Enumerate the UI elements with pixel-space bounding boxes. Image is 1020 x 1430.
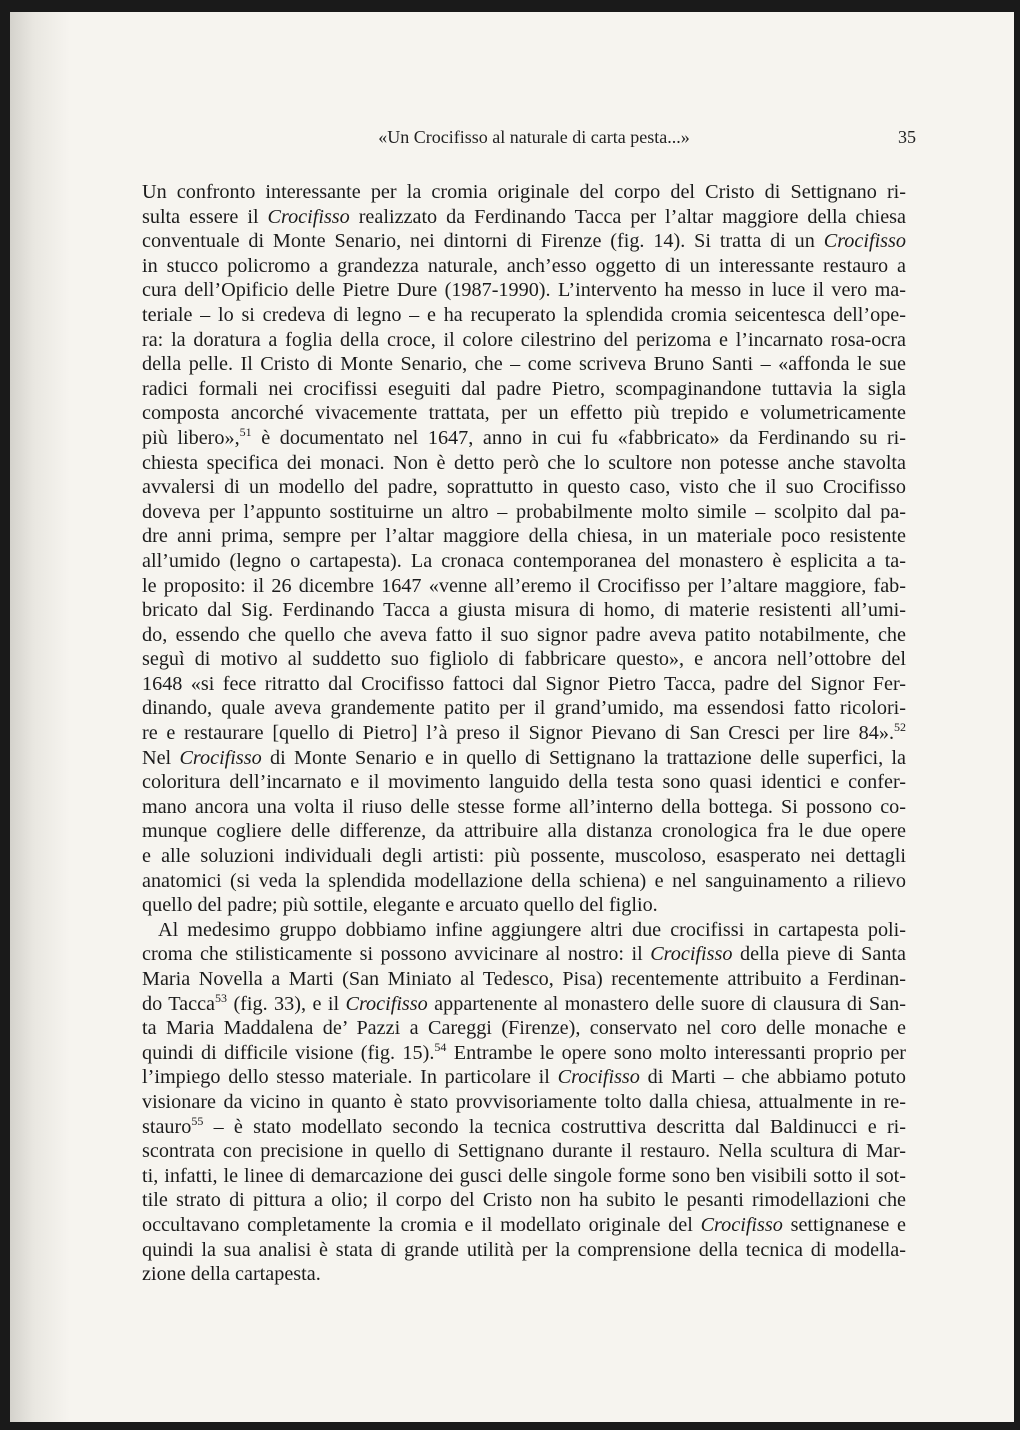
text-line [142, 574, 906, 599]
text-line [142, 1041, 906, 1066]
text-run: ra: la doratura a foglia della croce, il colore cilestrino del perizoma e l’incarnato rosa-ocra [142, 328, 906, 351]
text-line [142, 598, 906, 623]
text-line [142, 303, 906, 328]
text-run: Maria Novella a Marti (San Miniato al Tedesco, Pisa) recentemente attribuito a Ferdinan- [142, 968, 906, 990]
text-line [142, 893, 906, 918]
text-run: della pelle. Il Cristo di Monte Senario, che – come scriveva Bruno Santi – «affonda le sue [142, 353, 906, 376]
text-line [142, 696, 906, 721]
body-text [142, 180, 906, 1287]
text-line [142, 401, 906, 426]
text-line [142, 229, 906, 254]
text-line [142, 1164, 906, 1189]
text-run: Un confronto interessante per la cromia originale del corpo del Cristo di Settignano ri- [142, 181, 906, 203]
page-gutter-shadow [10, 12, 70, 1422]
text-run: 1648 «si fece ritratto dal Crocifisso fattoci dal Signor Pietro Tacca, padre del Signor Fer- [142, 672, 906, 695]
text-run: do, essendo che quello che aveva fatto il suo signor padre aveva patito notabilmente, che [142, 623, 906, 646]
text-run: (fig. 33), e il [227, 992, 346, 1015]
italic-term: Crocifisso [179, 746, 262, 769]
footnote-ref: 54 [434, 1039, 447, 1054]
text-line [142, 918, 906, 943]
text-run: l’impiego dello stesso materiale. In particolare il [142, 1066, 558, 1089]
text-line [142, 869, 906, 894]
text-line [142, 475, 906, 500]
text-line [142, 500, 906, 525]
text-run: ti, infatti, le linee di demarcazione dei gusci delle singole forme sono ben visibili sotto il sot- [142, 1164, 906, 1187]
text-line [142, 524, 906, 549]
text-run: teriale – lo si credeva di legno – e ha recuperato la splendida cromia seicentesca dell’ope- [142, 303, 906, 326]
book-page [10, 12, 1014, 1422]
text-line [142, 819, 906, 844]
text-line [142, 795, 906, 820]
paragraph [142, 180, 906, 918]
text-line [142, 1238, 906, 1263]
text-line [142, 352, 906, 377]
text-run: le proposito: il 26 dicembre 1647 «venne all’eremo il Crocifisso per l’altare maggiore, fab- [142, 574, 906, 597]
text-line [142, 942, 906, 967]
text-line [142, 1213, 906, 1238]
text-run: seguì di motivo al suddetto suo figliolo di fabbricare questo», e ancora nell’ottobre del [142, 648, 906, 671]
italic-term: Crocifisso [823, 230, 906, 253]
text-run: do Tacca [142, 992, 216, 1015]
text-line [142, 1016, 906, 1041]
text-line [142, 967, 906, 992]
text-line [142, 746, 906, 771]
italic-term: Crocifisso [650, 943, 733, 966]
text-run: ta Maria Maddalena de’ Pazzi a Careggi (Firenze), conservato nel coro delle monache e [142, 1017, 906, 1040]
text-line [142, 770, 906, 795]
text-run: dre anni prima, sempre per l’altar maggiore della chiesa, in un materiale poco resistente [142, 525, 906, 548]
text-line [142, 377, 906, 402]
text-run: più libero», [142, 426, 240, 449]
text-line [142, 1115, 906, 1140]
text-run: stauro [142, 1115, 192, 1138]
text-line [142, 278, 906, 303]
text-run: – è stato modellato secondo la tecnica costruttiva descritta dal Baldinucci e ri- [203, 1115, 906, 1138]
italic-term: Crocifisso [557, 1066, 640, 1089]
text-run: composta ancorché vivacemente trattata, per un effetto più trepido e volumetricamente [142, 402, 906, 425]
text-line [142, 180, 906, 205]
text-run: sulta essere il [142, 205, 268, 228]
text-line [142, 451, 906, 476]
text-line [142, 1065, 906, 1090]
text-run: bricato dal Sig. Ferdinando Tacca a giusta misura di homo, di materie resistenti all’umi- [142, 599, 906, 622]
text-run: cura dell’Opificio delle Pietre Dure (1987-1990). L’intervento ha messo in luce il vero ma- [142, 279, 906, 302]
text-run: di Marti – che abbiamo potuto [639, 1066, 906, 1089]
text-run: Nel [142, 746, 180, 769]
text-run: coloritura dell’incarnato e il movimento languido della testa sono quasi identici e confer- [142, 771, 906, 794]
text-line [142, 623, 906, 648]
text-line [142, 992, 906, 1017]
text-run: della pieve di Santa [732, 943, 906, 966]
text-run: realizzato da Ferdinando Tacca per l’altar maggiore della chiesa [349, 205, 906, 228]
text-run: occultavano completamente la cromia e il modellato originale del [142, 1213, 701, 1236]
text-line [142, 647, 906, 672]
running-header [152, 127, 916, 151]
text-line [142, 254, 906, 279]
text-run: è documentato nel 1647, anno in cui fu «fabbricato» da Ferdinando su ri- [251, 426, 906, 449]
text-line [142, 205, 906, 230]
footnote-ref: 55 [191, 1113, 204, 1128]
text-run: zione della cartapesta. [142, 1263, 321, 1286]
text-run: quindi la sua analisi è stata di grande utilità per la comprensione della tecnica di modella- [142, 1238, 906, 1261]
footnote-ref: 52 [894, 720, 906, 735]
text-line [142, 549, 906, 574]
text-run: appartenente al monastero delle suore di clausura di San- [427, 992, 906, 1015]
text-run: all’umido (legno o cartapesta). La cronaca contemporanea del monastero è esplicita a ta- [142, 549, 906, 572]
text-run: quindi di difficile visione (fig. 15). [142, 1041, 435, 1064]
italic-term: Crocifisso [267, 205, 350, 228]
footnote-ref: 51 [239, 424, 252, 439]
italic-term: Crocifisso [700, 1213, 783, 1236]
text-run: in stucco policromo a grandezza naturale, anch’esso oggetto di un interessante restauro a [142, 254, 906, 277]
text-run: dinando, quale aveva grandemente patito per il grand’umido, ma essendosi fatto ricolori- [142, 697, 906, 720]
text-run: mano ancora una volta il riuso delle stesse forme all’interno della bottega. Si possono co- [142, 795, 906, 818]
text-run: avvalersi di un modello del padre, soprattutto in questo caso, visto che il suo Crocifisso [142, 476, 906, 499]
text-run: croma che stilisticamente si possono avvicinare al nostro: il [142, 943, 651, 966]
text-run: doveva per l’appunto sostituirne un altro – probabilmente molto simile – scolpito dal pa- [142, 500, 906, 523]
text-run: anatomici (si veda la splendida modellazione della schiena) e nel sanguinamento a rilievo [142, 869, 906, 892]
text-run: e alle soluzioni individuali degli artisti: più possente, muscoloso, esasperato nei dettagli [142, 845, 906, 868]
text-run: Al medesimo gruppo dobbiamo infine aggiungere altri due crocifissi in cartapesta poli- [158, 918, 906, 941]
text-run: munque cogliere delle differenze, da attribuire alla distanza cronologica fra le due opere [142, 820, 906, 843]
text-line [142, 1139, 906, 1164]
text-run: settignanese e [782, 1213, 906, 1236]
text-run: re e restaurare [quello di Pietro] l’à preso il Signor Pievano di San Cresci per lire 84». [142, 722, 894, 745]
text-run: quello del padre; più sottile, elegante e arcuato quello del figlio. [142, 894, 658, 917]
text-line [142, 721, 906, 746]
text-run: chiesta specifica dei monaci. Non è detto però che lo scultore non potesse anche stavolta [142, 451, 906, 474]
text-line [142, 328, 906, 353]
text-run: Entrambe le opere sono molto interessanti proprio per [446, 1041, 906, 1064]
page-number: 35 [898, 127, 916, 147]
paragraph [142, 918, 906, 1287]
text-line [142, 426, 906, 451]
text-run: scontrata con precisione in quello di Settignano durante il restauro. Nella scultura di Mar- [142, 1140, 906, 1163]
text-run: tile strato di pittura a olio; il corpo del Cristo non ha subito le pesanti rimodellazioni che [142, 1189, 906, 1212]
text-run: radici formali nei crocifissi eseguiti dal padre Pietro, scompaginandone tuttavia la sigla [142, 377, 906, 400]
text-run: conventuale di Monte Senario, nei dintorni di Firenze (fig. 14). Si tratta di un [142, 230, 824, 253]
text-run: visionare da vicino in quanto è stato provvisoriamente tolto dalla chiesa, attualmente in re- [142, 1090, 906, 1113]
text-line [142, 1188, 906, 1213]
italic-term: Crocifisso [345, 992, 428, 1015]
text-line [142, 1090, 906, 1115]
text-line [142, 844, 906, 869]
running-title: «Un Crocifisso al naturale di carta pesta...» [378, 127, 690, 147]
text-line [142, 1262, 906, 1287]
footnote-ref: 53 [215, 990, 228, 1005]
text-run: di Monte Senario e in quello di Settignano la trattazione delle superfici, la [261, 746, 906, 769]
text-line [142, 672, 906, 697]
